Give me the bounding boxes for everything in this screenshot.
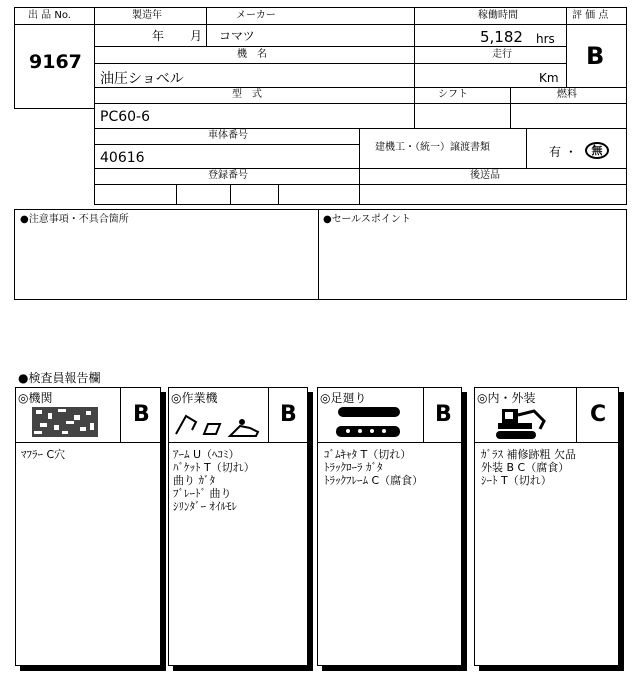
year-unit: 年	[152, 29, 165, 43]
month-unit: 月	[190, 29, 203, 43]
work-equipment-notes: ｱｰﾑ U（ﾍｺﾐ） ﾊﾞｹｯﾄ T（切れ） 曲り ｶﾞﾀ ﾌﾞﾚｰﾄﾞ 曲り ｼﾘﾝﾀﾞｰ ｵｲﾙﾓﾚ	[173, 448, 255, 513]
engine-title: ◎機関	[18, 391, 53, 405]
lot-no-value: 9167	[29, 51, 82, 73]
inspection-section-label: ●検査員報告欄	[18, 371, 101, 385]
transfer-doc-selected-circle: 無	[585, 142, 609, 159]
lot-no-label: 出 品 No.	[28, 10, 71, 21]
serial-label: 車体番号	[208, 130, 248, 141]
engine-notes: ﾏﾌﾗｰ C穴	[21, 448, 66, 461]
sales-point-label: ●セールスポイント	[323, 214, 411, 225]
shift-label: シフト	[438, 89, 468, 100]
excavator-body-icon	[494, 405, 550, 441]
engine-grade: B	[133, 402, 150, 427]
machine-name-value: 油圧ショベル	[100, 71, 184, 87]
machine-name-label: 機 名	[237, 49, 267, 60]
registration-label: 登録番号	[208, 170, 248, 181]
serial-value: 40616	[100, 150, 145, 166]
transfer-doc-value: 有 ・	[549, 145, 577, 159]
engine-photo-icon	[30, 405, 100, 439]
work-equipment-icon	[172, 410, 266, 440]
mileage-unit: Km	[539, 71, 559, 85]
rating-label: 評 価 点	[572, 10, 609, 21]
undercarriage-track-icon	[334, 404, 406, 440]
undercarriage-title: ◎足廻り	[320, 391, 367, 405]
manufacture-year-label: 製造年	[132, 10, 162, 21]
maker-value: コマツ	[219, 29, 255, 43]
type-label: 型 式	[232, 89, 262, 100]
work-equipment-title: ◎作業機	[171, 391, 218, 405]
transfer-doc-label: 建機工・（統一）譲渡書類	[375, 142, 490, 153]
caution-label: ●注意事項・不具合箇所	[20, 214, 129, 225]
interior-exterior-title: ◎内・外装	[477, 391, 536, 405]
hours-label: 稼働時間	[478, 10, 518, 21]
hours-unit: hrs	[536, 32, 555, 46]
undercarriage-notes: ｺﾞﾑｷｬﾀ T（切れ） ﾄﾗｯｸﾛｰﾗ ｶﾞﾀ ﾄﾗｯｸﾌﾚｰﾑ C（腐食）	[324, 448, 424, 487]
interior-exterior-grade: C	[590, 402, 607, 427]
fuel-label: 燃料	[557, 89, 577, 100]
interior-exterior-notes: ｶﾞﾗｽ 補修跡粗 欠品 外装 B C（腐食） ｼｰﾄ T（切れ）	[481, 448, 576, 487]
model-value: PC60-6	[100, 109, 150, 125]
undercarriage-grade: B	[435, 402, 452, 427]
shipping-label: 後送品	[470, 170, 500, 181]
rating-value: B	[586, 42, 605, 70]
hours-value: 5,182	[480, 28, 523, 46]
mileage-label: 走行	[492, 49, 512, 60]
maker-label: メーカー	[236, 10, 276, 21]
work-equipment-grade: B	[280, 402, 297, 427]
